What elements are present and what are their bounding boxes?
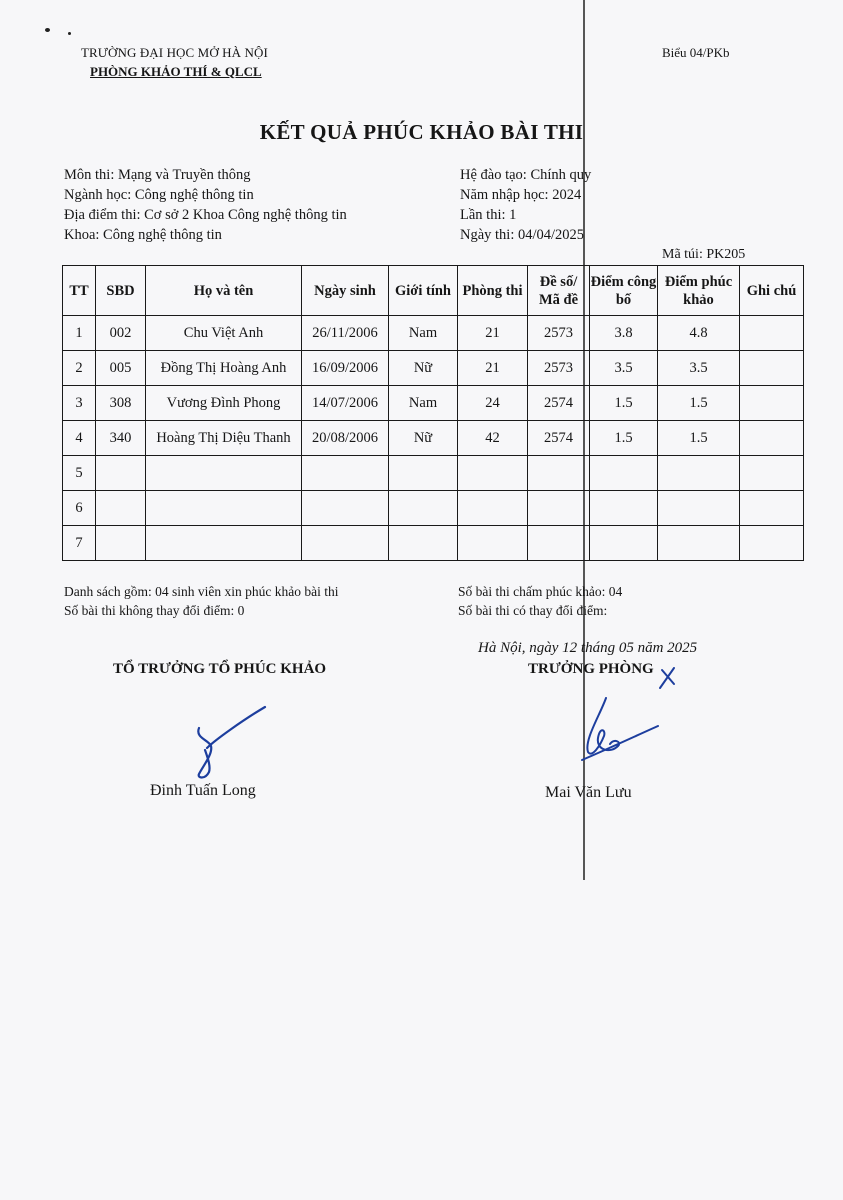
cell-sbd: 005 <box>96 351 146 386</box>
cell-tt: 3 <box>63 386 96 421</box>
info-faculty: Khoa: Công nghệ thông tin <box>64 227 222 243</box>
cell-sbd: 340 <box>96 421 146 456</box>
cell-published-score: 1.5 <box>590 386 658 421</box>
cell-published-score <box>590 491 658 526</box>
cell-name <box>146 456 302 491</box>
cell-published-score <box>590 456 658 491</box>
cell-room <box>458 456 528 491</box>
table-row <box>63 491 804 526</box>
cell-gender: Nữ <box>389 421 458 456</box>
cell-dob: 26/11/2006 <box>302 316 389 351</box>
cell-name: Hoàng Thị Diệu Thanh <box>146 421 302 456</box>
cell-tt: 5 <box>63 456 96 491</box>
left-signer-title: TỔ TRƯỞNG TỔ PHÚC KHẢO <box>113 661 327 677</box>
cell-name <box>146 491 302 526</box>
table-row <box>63 316 804 351</box>
cell-published-score: 3.8 <box>590 316 658 351</box>
table-row <box>63 526 804 561</box>
cell-sbd <box>96 456 146 491</box>
cell-note <box>740 351 804 386</box>
cell-dob <box>302 456 389 491</box>
cell-dob: 16/09/2006 <box>302 351 389 386</box>
cell-room: 21 <box>458 316 528 351</box>
bag-code: Mã túi: PK205 <box>662 247 746 262</box>
right-signer-title: TRƯỞNG PHÒNG <box>528 661 654 677</box>
cell-gender: Nữ <box>389 351 458 386</box>
cell-dob: 20/08/2006 <box>302 421 389 456</box>
cell-tt: 1 <box>63 316 96 351</box>
cell-exam-code: 2574 <box>528 386 590 421</box>
cell-review-score <box>658 526 740 561</box>
cell-name: Chu Việt Anh <box>146 316 302 351</box>
col-header: Đề số/ Mã đề <box>528 266 590 316</box>
cell-review-score: 3.5 <box>658 351 740 386</box>
cell-gender: Nam <box>389 316 458 351</box>
col-header: SBD <box>96 266 146 316</box>
cell-exam-code: 2573 <box>528 316 590 351</box>
col-header: Phòng thi <box>458 266 528 316</box>
cell-review-score: 1.5 <box>658 386 740 421</box>
cell-room: 42 <box>458 421 528 456</box>
table-row <box>63 456 804 491</box>
cell-exam-code <box>528 456 590 491</box>
scan-speck <box>68 32 71 35</box>
cell-name: Đồng Thị Hoàng Anh <box>146 351 302 386</box>
cell-dob <box>302 491 389 526</box>
cell-sbd: 308 <box>96 386 146 421</box>
summary-reviewed-count: Số bài thi chấm phúc khảo: 04 <box>458 584 623 599</box>
cell-tt: 2 <box>63 351 96 386</box>
summary-unchanged-count: Số bài thi không thay đổi điểm: 0 <box>64 603 245 618</box>
cell-sbd <box>96 491 146 526</box>
cell-note <box>740 316 804 351</box>
cell-name <box>146 526 302 561</box>
cell-room <box>458 526 528 561</box>
left-signer-name: Đinh Tuấn Long <box>150 782 256 799</box>
summary-changed-count: Số bài thi có thay đổi điểm: <box>458 603 608 618</box>
col-header: Họ và tên <box>146 266 302 316</box>
col-header: Giới tính <box>389 266 458 316</box>
summary-list-count: Danh sách gồm: 04 sinh viên xin phúc khảo bài thi <box>64 584 339 599</box>
table-row <box>63 421 804 456</box>
cell-review-score <box>658 491 740 526</box>
right-signature <box>570 660 690 765</box>
office-name: PHÒNG KHẢO THÍ & QLCL <box>90 64 262 79</box>
form-code: Biểu 04/PKb <box>662 45 730 60</box>
col-header: Ngày sinh <box>302 266 389 316</box>
right-signer-name: Mai Văn Lưu <box>545 784 632 801</box>
results-table <box>62 265 804 561</box>
cell-gender <box>389 526 458 561</box>
table-row <box>63 351 804 386</box>
scan-speck <box>45 28 50 32</box>
info-exam-date: Ngày thi: 04/04/2025 <box>460 227 585 243</box>
cell-tt: 4 <box>63 421 96 456</box>
table-row <box>63 386 804 421</box>
cell-published-score: 1.5 <box>590 421 658 456</box>
cell-exam-code <box>528 526 590 561</box>
cell-sbd <box>96 526 146 561</box>
info-major: Ngành học: Công nghệ thông tin <box>64 187 254 203</box>
col-header: Điểm công bố <box>590 266 658 316</box>
cell-note <box>740 386 804 421</box>
cell-note <box>740 526 804 561</box>
sign-date-place: Hà Nội, ngày 12 tháng 05 năm 2025 <box>478 640 698 656</box>
col-header: Điểm phúc khảo <box>658 266 740 316</box>
cell-room <box>458 491 528 526</box>
cell-note <box>740 421 804 456</box>
cell-sbd: 002 <box>96 316 146 351</box>
cell-tt: 6 <box>63 491 96 526</box>
info-exam-attempt: Lần thi: 1 <box>460 207 517 223</box>
left-signature <box>185 700 275 782</box>
cell-note <box>740 491 804 526</box>
info-subject: Môn thi: Mạng và Truyền thông <box>64 167 251 183</box>
cell-review-score: 1.5 <box>658 421 740 456</box>
cell-exam-code: 2573 <box>528 351 590 386</box>
cell-exam-code <box>528 491 590 526</box>
cell-published-score <box>590 526 658 561</box>
info-location: Địa điểm thi: Cơ sở 2 Khoa Công nghệ thông tin <box>64 207 347 223</box>
school-name: TRƯỜNG ĐẠI HỌC MỞ HÀ NỘI <box>81 45 268 60</box>
col-header: TT <box>63 266 96 316</box>
cell-tt: 7 <box>63 526 96 561</box>
cell-published-score: 3.5 <box>590 351 658 386</box>
cell-gender: Nam <box>389 386 458 421</box>
document-title: KẾT QUẢ PHÚC KHẢO BÀI THI <box>259 120 584 144</box>
cell-exam-code: 2574 <box>528 421 590 456</box>
cell-dob <box>302 526 389 561</box>
cell-dob: 14/07/2006 <box>302 386 389 421</box>
cell-name: Vương Đình Phong <box>146 386 302 421</box>
table-header-row <box>63 266 804 316</box>
col-header: Ghi chú <box>740 266 804 316</box>
info-enrollment-year: Năm nhập học: 2024 <box>460 187 582 203</box>
cell-gender <box>389 456 458 491</box>
cell-room: 24 <box>458 386 528 421</box>
cell-review-score: 4.8 <box>658 316 740 351</box>
info-training-type: Hệ đào tạo: Chính quy <box>460 167 592 183</box>
cell-review-score <box>658 456 740 491</box>
cell-gender <box>389 491 458 526</box>
cell-note <box>740 456 804 491</box>
cell-room: 21 <box>458 351 528 386</box>
